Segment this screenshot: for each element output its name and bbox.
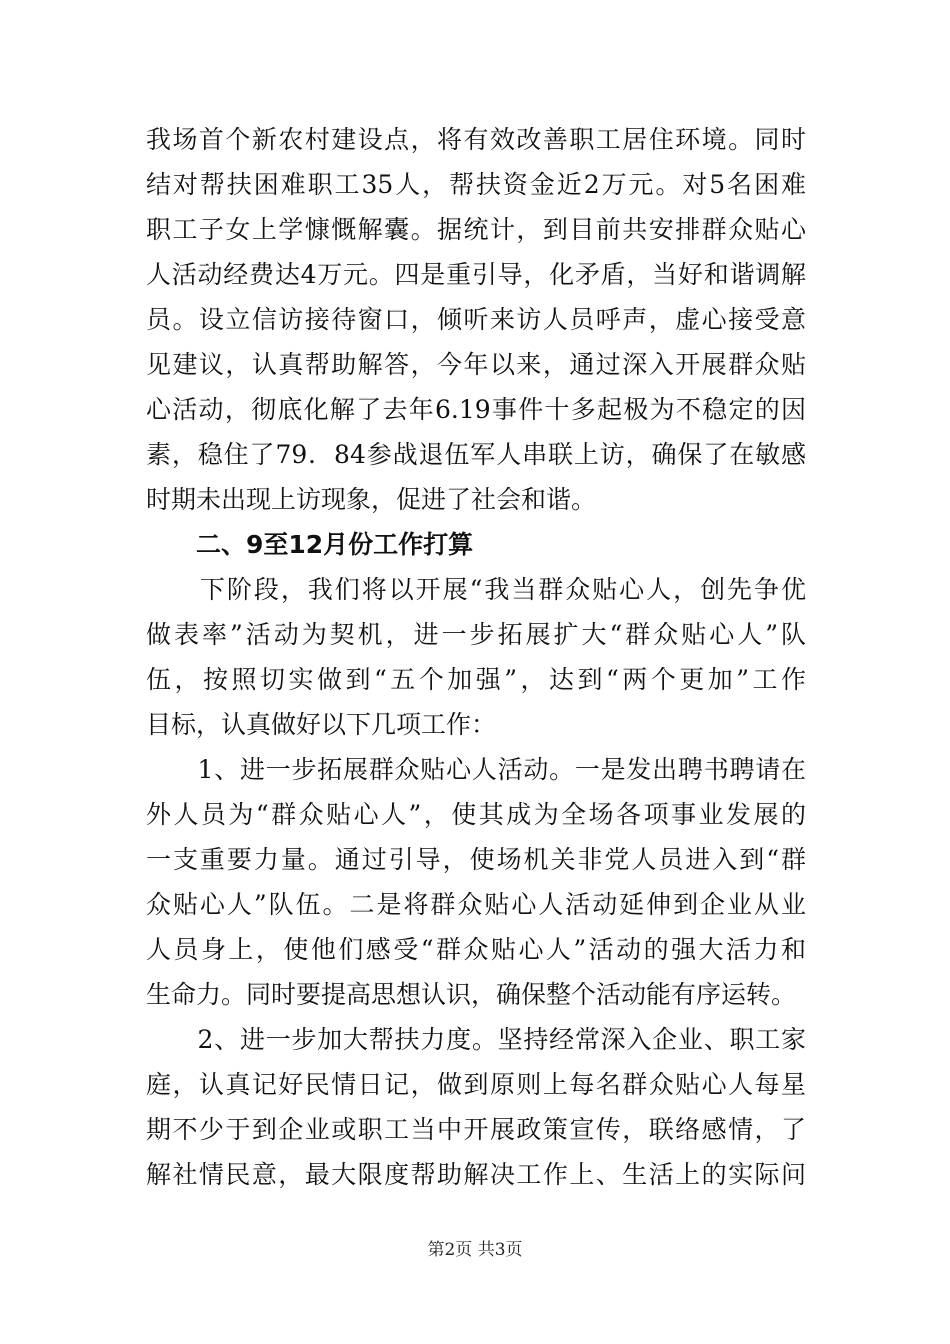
text-line: 心活动，彻底化解了去年6.19事件十多起极为不稳定的因 (146, 395, 806, 424)
text-line: 员。设立信访接待窗口，倾听来访人员呼声，虚心接受意 (146, 305, 806, 334)
text-line: 时期未出现上访现象，促进了社会和谐。 (146, 485, 597, 514)
text-line: 2、进一步加大帮扶力度。坚持经常深入企业、职工家 (146, 1025, 806, 1054)
text-line: 做表率”活动为契机，进一步拓展扩大“群众贴心人”队 (146, 620, 806, 649)
text-line: 结对帮扶困难职工35人，帮扶资金近2万元。对5名困难 (146, 170, 807, 199)
text-line: 人员身上，使他们感受“群众贴心人”活动的强大活力和 (146, 935, 806, 964)
text-line: 伍，按照切实做到“五个加强”，达到“两个更加”工作 (146, 665, 806, 694)
text-line: 目标，认真做好以下几项工作： (146, 710, 497, 739)
page-number-footer: 第2页 共3页 (427, 1240, 523, 1260)
text-line: 人活动经费达4万元。四是重引导，化矛盾，当好和谐调解 (146, 260, 806, 289)
section-heading: 二、9至12月份工作打算 (146, 530, 474, 559)
text-line: 见建议，认真帮助解答，今年以来，通过深入开展群众贴 (146, 350, 806, 379)
text-line: 生命力。同时要提高思想认识，确保整个活动能有序运转。 (146, 980, 797, 1009)
text-line: 素，稳住了79．84参战退伍军人串联上访，确保了在敏感 (146, 440, 806, 469)
text-line: 外人员为“群众贴心人”，使其成为全场各项事业发展的 (146, 800, 806, 829)
text-line: 庭，认真记好民情日记，做到原则上每名群众贴心人每星 (146, 1070, 806, 1099)
text-line: 众贴心人”队伍。二是将群众贴心人活动延伸到企业从业 (146, 890, 806, 919)
text-line: 职工子女上学慷慨解囊。据统计，到目前共安排群众贴心 (146, 215, 806, 244)
text-line: 下阶段，我们将以开展“我当群众贴心人，创先争优 (146, 575, 806, 604)
text-line: 一支重要力量。通过引导，使场机关非党人员进入到“群 (146, 845, 806, 874)
text-line: 我场首个新农村建设点，将有效改善职工居住环境。同时 (146, 125, 806, 154)
text-line: 解社情民意，最大限度帮助解决工作上、生活上的实际问 (146, 1160, 806, 1189)
text-line: 1、进一步拓展群众贴心人活动。一是发出聘书聘请在 (146, 755, 806, 784)
text-line: 期不少于到企业或职工当中开展政策宣传，联络感情，了 (146, 1115, 806, 1144)
